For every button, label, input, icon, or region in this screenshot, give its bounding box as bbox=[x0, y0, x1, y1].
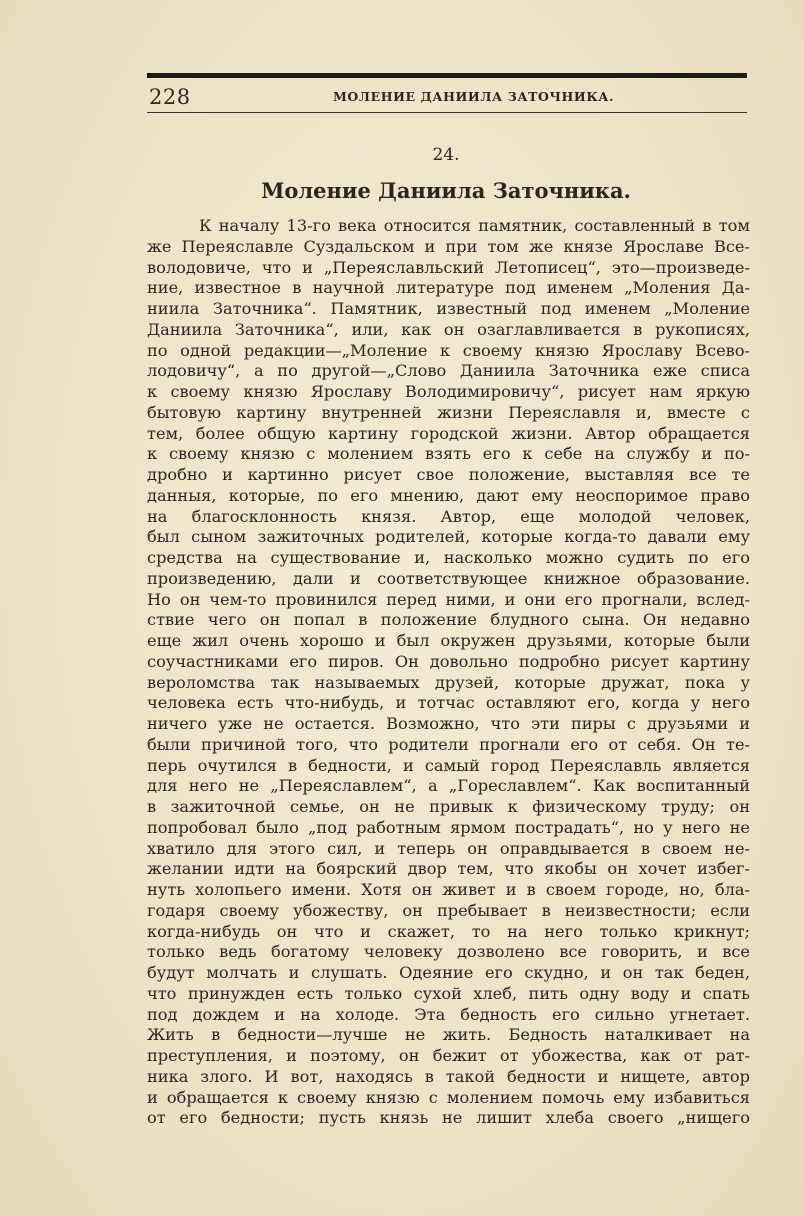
text-line: попробовал было „под работным ярмом пострадать“, но у него не bbox=[147, 817, 750, 837]
text-line: ствие чего он попал в положение блудного сына. Он недавно bbox=[147, 610, 750, 630]
text-line: человека есть что-нибудь, и тотчас оставляют его, когда у него bbox=[147, 693, 750, 713]
text-line: нуть холопьего имени. Хотя он живет и в своем городе, но, бла- bbox=[147, 880, 750, 899]
text-line: был сыном зажиточных родителей, которые когда-то давали ему bbox=[147, 527, 750, 547]
text-line: от его бедности; пусть князь не лишит хлеба своего „нищего bbox=[147, 1108, 750, 1128]
text-line: соучастниками его пиров. Он довольно подробно рисует картину bbox=[147, 651, 750, 671]
text-line: ничего уже не остается. Возможно, что эти пиры с друзьями и bbox=[147, 714, 750, 733]
text-line: Но он чем-то провинился перед ними, и они его прогнали, вслед- bbox=[147, 589, 750, 609]
text-line: когда-нибудь он что и скажет, то на него только крикнут; bbox=[147, 921, 750, 941]
text-line: будут молчать и слушать. Одеяние его скудно, и он так беден, bbox=[147, 963, 750, 982]
text-line: в зажиточной семье, он не привык к физическому труду; он bbox=[147, 797, 750, 816]
text-line: только ведь богатому человеку дозволено все говорить, и все bbox=[147, 942, 750, 962]
text-line: тем, более общую картину городской жизни. Автор обращается bbox=[147, 423, 750, 443]
text-line: желании идти на боярский двор тем, что якобы он хочет избег- bbox=[147, 859, 750, 879]
text-line: ние, известное в научной литературе под именем „Моления Да- bbox=[147, 278, 750, 298]
text-line: средства на существование и, насколько можно судить по его bbox=[147, 548, 750, 567]
header-thick-rule bbox=[147, 73, 747, 78]
text-line: же Переяславле Суздальском и при том же князе Ярославе Все- bbox=[147, 236, 750, 256]
body-text bbox=[147, 216, 750, 1129]
text-line: ника злого. И вот, находясь в такой бедности и нищете, автор bbox=[147, 1066, 750, 1086]
text-line: еще жил очень хорошо и был окружен друзьями, которые были bbox=[147, 631, 750, 650]
text-line: по одной редакции—„Моление к своему князю Ярославу Всево- bbox=[147, 340, 750, 360]
text-line: хватило для этого сил, и теперь он оправдывается в своем не- bbox=[147, 838, 750, 858]
text-line: лодовичу“, а по другой—„Слово Даниила Заточника еже списа bbox=[147, 361, 750, 381]
text-line: вероломства так называемых друзей, которые дружат, пока у bbox=[147, 672, 750, 692]
text-line: под дождем и на холоде. Эта бедность его сильно угнетает. bbox=[147, 1004, 750, 1024]
section-title: Моление Даниила Заточника. bbox=[261, 178, 631, 203]
text-line: преступления, и поэтому, он бежит от убожества, как от рат- bbox=[147, 1046, 750, 1065]
text-line: ниила Заточника“. Памятник, известный под именем „Моление bbox=[147, 299, 750, 318]
text-line: к своему князю с молением взять его к себе на службу и по- bbox=[147, 444, 750, 464]
page-header bbox=[147, 84, 747, 110]
running-head: МОЛЕНИЕ ДАНИИЛА ЗАТОЧНИКА. bbox=[333, 89, 615, 104]
text-line: для него не „Переяславлем“, а „Гореславлем“. Как воспитанный bbox=[147, 776, 750, 796]
text-line: к своему князю Ярославу Володимировичу“, рисует нам яркую bbox=[147, 382, 750, 401]
header-thin-rule bbox=[147, 112, 747, 113]
text-line: произведению, дали и соответствующее книжное образование. bbox=[147, 568, 750, 588]
text-line: данныя, которые, по его мнению, дают ему неоспоримое право bbox=[147, 485, 750, 505]
page-number: 228 bbox=[149, 85, 191, 109]
text-line: годаря своему убожеству, он пребывает в неизвестности; если bbox=[147, 900, 750, 920]
text-line: бытовую картину внутренней жизни Переяславля и, вместе с bbox=[147, 402, 750, 422]
text-line: и обращается к своему князю с молением помочь ему избавиться bbox=[147, 1087, 750, 1107]
text-line: К началу 13-го века относится памятник, составленный в том bbox=[199, 216, 750, 235]
text-line: дробно и картинно рисует свое положение, выставляя все те bbox=[147, 465, 750, 484]
text-line: на благосклонность князя. Автор, еще молодой человек, bbox=[147, 506, 750, 526]
text-line: перь очутился в бедности, и самый город Переяславль является bbox=[147, 755, 750, 775]
text-line: Даниила Заточника“, или, как он озаглавливается в рукописях, bbox=[147, 319, 750, 339]
text-line: володовиче, что и „Переяславльский Летописец“, это—произведе- bbox=[147, 257, 750, 277]
text-line: что принужден есть только сухой хлеб, пить одну воду и спать bbox=[147, 983, 750, 1003]
section-number: 24. bbox=[432, 145, 460, 165]
text-line: Жить в бедности—лучше не жить. Бедность наталкивает на bbox=[147, 1025, 750, 1045]
text-line: были причиной того, что родители прогнали его от себя. Он те- bbox=[147, 734, 750, 754]
